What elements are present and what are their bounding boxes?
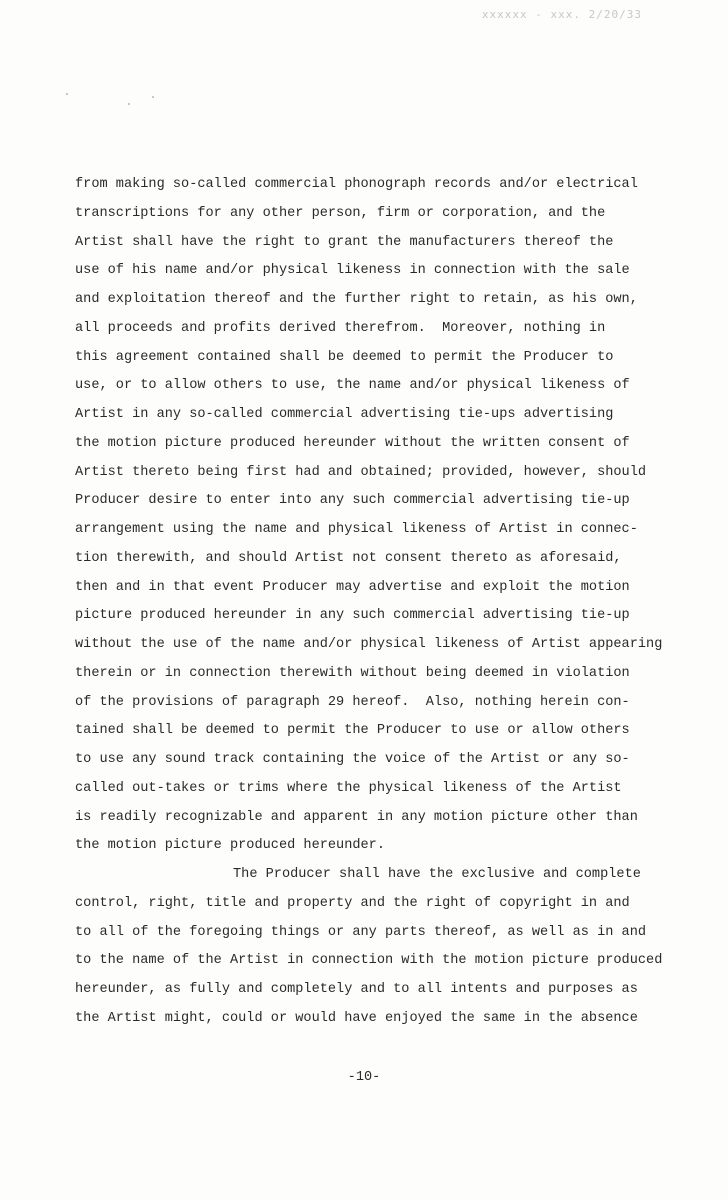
text-line: from making so-called commercial phonograph records and/or electrical	[75, 177, 638, 192]
text-line: therein or in connection therewith without being deemed in violation	[75, 665, 630, 681]
text-line: Producer desire to enter into any such commercial advertising tie-up	[75, 493, 630, 509]
text-line: the motion picture produced hereunder.	[75, 838, 385, 854]
text-line: Artist shall have the right to grant the manufacturers thereof the	[75, 234, 614, 250]
text-line: is readily recognizable and apparent in any motion picture other than	[75, 809, 638, 825]
text-line: arrangement using the name and physical likeness of Artist in connec-	[75, 522, 638, 537]
text-line: use, or to allow others to use, the name and/or physical likeness of	[75, 378, 630, 394]
text-line: this agreement contained shall be deemed to permit the Producer to	[75, 349, 614, 365]
text-line: all proceeds and profits derived therefrom. Moreover, nothing in	[75, 320, 606, 336]
text-line: to use any sound track containing the voice of the Artist or any so-	[75, 752, 630, 767]
text-line: then and in that event Producer may advertise and exploit the motion	[75, 579, 630, 595]
text-line: tion therewith, and should Artist not consent thereto as aforesaid,	[75, 550, 622, 566]
page-number: -10-	[347, 1070, 381, 1085]
text-line: use of his name and/or physical likeness in connection with the sale	[75, 263, 630, 279]
text-line: tained shall be deemed to permit the Producer to use or allow others	[75, 723, 630, 739]
scan-speck	[128, 103, 130, 105]
text-line: transcriptions for any other person, firm or corporation, and the	[75, 205, 606, 221]
scan-speck	[152, 96, 154, 98]
text-line: to the name of the Artist in connection with the motion picture produced	[75, 953, 663, 969]
text-line: the motion picture produced hereunder without the written consent of	[75, 435, 630, 451]
text-line: picture produced hereunder in any such commercial advertising tie-up	[75, 608, 630, 624]
text-line: without the use of the name and/or physical likeness of Artist appearing	[75, 637, 663, 652]
scan-speck	[66, 93, 68, 95]
text-line: the Artist might, could or would have enjoyed the same in the absence	[75, 1010, 638, 1026]
text-line: hereunder, as fully and completely and to all intents and purposes as	[75, 982, 638, 997]
text-line: of the provisions of paragraph 29 hereof. Also, nothing herein con-	[75, 694, 630, 710]
text-line: Artist in any so-called commercial advertising tie-ups advertising	[75, 407, 614, 422]
text-line: and exploitation thereof and the further right to retain, as his own,	[75, 292, 638, 307]
header-stamp: xxxxxx - xxx. 2/20/33	[481, 8, 642, 21]
body-text	[75, 171, 715, 1034]
text-line: Artist thereto being first had and obtained; provided, however, should	[75, 464, 647, 480]
paragraph-first-line: The Producer shall have the exclusive and complete	[233, 867, 641, 882]
text-line: to all of the foregoing things or any parts thereof, as well as in and	[75, 924, 647, 940]
text-line: called out-takes or trims where the physical likeness of the Artist	[75, 780, 622, 796]
text-line: control, right, title and property and the right of copyright in and	[75, 895, 630, 911]
